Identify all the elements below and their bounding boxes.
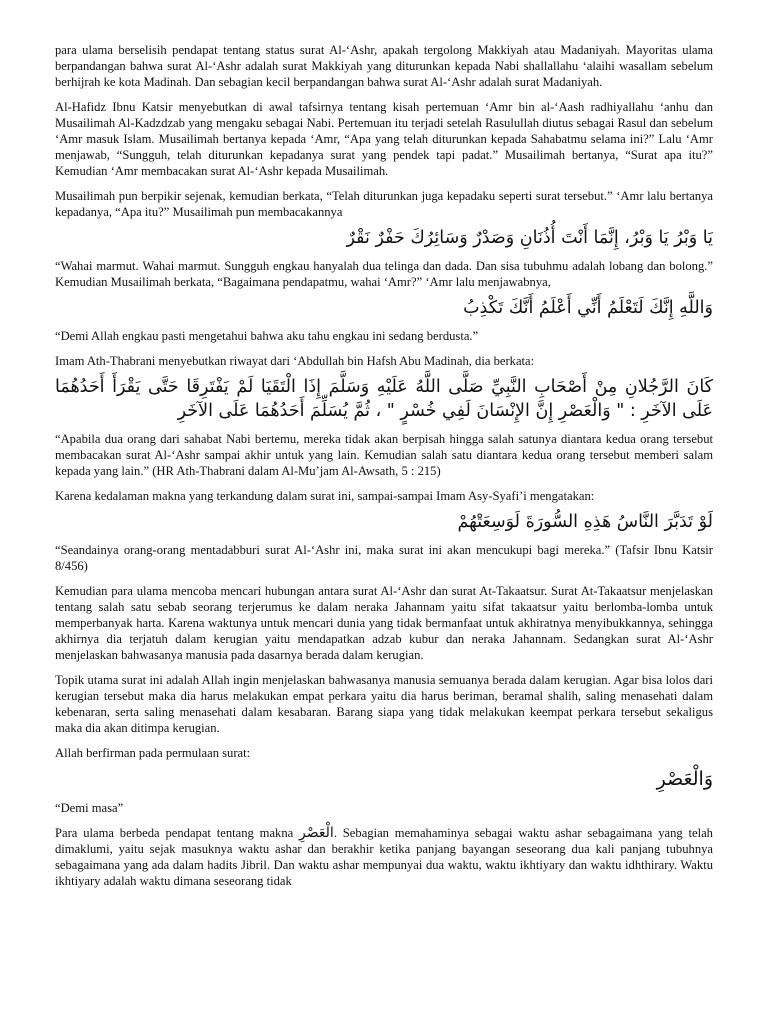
arabic-hadith-thabrani: كَانَ الرَّجُلانِ مِنْ أَصْحَابِ النَّبِيِّ صَلَّى اللَّهُ عَلَيْهِ وَسَلَّمَ إِذَا الْتَقَيَا لَمْ يَفْتَرِقَا حَتَّى يَقْرَأَ أَحَدُهُمَا عَلَى الآخَرِ : " وَالْعَصْرِ إِنَّ الإِنْسَانَ لَفِي خُسْرٍ " ، ثُمَّ يُسَلِّمَ أَحَدُهُمَا عَلَى الآخَرِ: [55, 377, 713, 421]
makna-text-after: . Sebagian memahaminya sebagai waktu ashar sebagaimana yang telah dimaklumi, yaitu sejak masuknya waktu ashar dan berakhir ketika panjang bayangan seseorang dua kali panjang tubuhnya sebagaimana yang ada dalam hadits Jibril. Dan waktu ashar mempunyai dua waktu, waktu ikhtiyary dan waktu idhthirary. Waktu ikhtiyary adalah waktu dimana seseorang tidak: [55, 826, 713, 888]
paragraph-makna-ashr: [55, 825, 713, 889]
paragraph-terjemah-amr: “Demi Allah engkau pasti mengetahui bahwa aku tahu engkau ini sedang berdusta.”: [55, 329, 479, 343]
arabic-quote-amr: وَاللَّهِ إِنَّكَ لَتَعْلَمُ أَنِّي أَعْلَمُ أَنَّكَ تَكْذِبُ: [463, 298, 713, 318]
paragraph-demi-masa: “Demi masa”: [55, 801, 124, 815]
paragraph-firman-intro: Allah berfirman pada permulaan surat:: [55, 746, 251, 760]
arabic-quote-syafii: لَوْ تَدَبَّرَ النَّاسُ هَذِهِ السُّورَةَ لَوَسِعَتْهُمْ: [457, 512, 713, 532]
paragraph-musailimah: Musailimah pun berpikir sejenak, kemudian berkata, “Telah diturunkan juga kepadaku seperti surat tersebut.” ‘Amr lalu bertanya kepadanya, “Apa itu?” Musailimah pun membacakannya: [55, 189, 713, 219]
paragraph-terjemah-hadith: “Apabila dua orang dari sahabat Nabi bertemu, mereka tidak akan berpisah hingga salah satunya diantara kedua orang tersebut membacakan surat Al-‘Ashr sampai akhir untuk yang lain. Kemudian salah satu diantara kedua orang tersebut memberi salam kepada yang lain.” (HR Ath-Thabrani dalam Al-Mu’jam Al-Awsath, 5 : 215): [55, 432, 713, 478]
arabic-verse-wal-ashr: وَالْعَصْرِ: [656, 768, 713, 790]
makna-arabic-word: الْعَصْرِ: [299, 825, 334, 841]
paragraph-takaatsur: Kemudian para ulama mencoba mencari hubungan antara surat Al-‘Ashr dan surat At-Takaatsur. Surat At-Takaatsur menjelaskan tentang salah satu sebab seorang terjerumus ke dalam neraka Jahannam yaitu sifat takaatsur yaitu berlomba-lomba untuk memperbanyak harta. Karena waktunya untuk mencari dunia yang tidak bermanfaat untuk akhiratnya menyibukkannya, sehingga akhirnya dia terjatuh dalam kerugian yaitu mendapatkan adzab kubur dan neraka Jahannam. Sedangkan surat Al-‘Ashr menjelaskan bahwasanya manusia pada dasarnya berada dalam kerugian.: [55, 584, 713, 662]
paragraph-syafii-intro: Karena kedalaman makna yang terkandung dalam surat ini, sampai-sampai Imam Asy-Syafi’i mengatakan:: [55, 489, 595, 503]
paragraph-terjemah-syafii: “Seandainya orang-orang mentadabburi surat Al-‘Ashr ini, maka surat ini akan mencukupi bagi mereka.” (Tafsir Ibnu Katsir 8/456): [55, 543, 713, 573]
paragraph-kisah-amr: Al-Hafidz Ibnu Katsir menyebutkan di awal tafsirnya tentang kisah pertemuan ‘Amr bin al-‘Aash radhiyallahu ‘anhu dan Musailimah Al-Kadzdzab yang mengaku sebagai Nabi. Pertemuan itu terjadi setelah Rasulullah diutus sebagai Rasul dan sebelum ‘Amr masuk Islam. Musailimah bertanya kepada ‘Amr, “Apa yang telah diturunkan kepada Sahabatmu selama ini?” Lalu ‘Amr menjawab, “Sungguh, telah diturunkan kepadanya surat yang pendek tapi padat.” Musailimah bertanya, “Surat apa itu?” Kemudian ‘Amr membacakan surat Al-‘Ashr kepada Musailimah.: [55, 100, 713, 178]
paragraph-topik-utama: Topik utama surat ini adalah Allah ingin menjelaskan bahwasanya manusia semuanya berada dalam kerugian. Agar bisa lolos dari kerugian tersebut maka dia harus melakukan empat perkara yaitu dia harus beriman, beramal shalih, saling menasehati dalam kebenaran, serta saling menasehati dalam kesabaran. Barang siapa yang tidak melakukan keempat perkara tersebut sekaligus maka dia akan ditimpa kerugian.: [55, 673, 713, 735]
arabic-quote-musailimah: يَا وَبْرُ يَا وَبْرُ، إِنَّمَا أَنْتَ أُذُنَانِ وَصَدْرٌ وَسَائِرُكَ حَفْرٌ نَقْرٌ: [346, 228, 713, 248]
paragraph-thabrani-intro: Imam Ath-Thabrani menyebutkan riwayat dari ‘Abdullah bin Hafsh Abu Madinah, dia berkata:: [55, 354, 535, 368]
paragraph-terjemah-marmut: “Wahai marmut. Wahai marmut. Sungguh engkau hanyalah dua telinga dan dada. Dan sisa tubuhmu adalah lobang dan bolong.” Kemudian Musailimah berkata, “Bagaimana pendapatmu, wahai ‘Amr?” ‘Amr lalu menjawabnya,: [55, 259, 713, 289]
paragraph-status-surat: para ulama berselisih pendapat tentang status surat Al-‘Ashr, apakah tergolong Makkiyah atau Madaniyah. Mayoritas ulama berpandangan bahwa surat Al-‘Ashr adalah surat Makkiyah yang diturunkan kepada Nabi shallallahu ‘alaihi wasallam sebelum berhijrah ke kota Madinah. Dan sebagian kecil berpandangan bahwa surat Al-‘Ashr adalah surat Madaniyah.: [55, 43, 713, 89]
makna-text-before: Para ulama berbeda pendapat tentang makna: [55, 826, 300, 840]
